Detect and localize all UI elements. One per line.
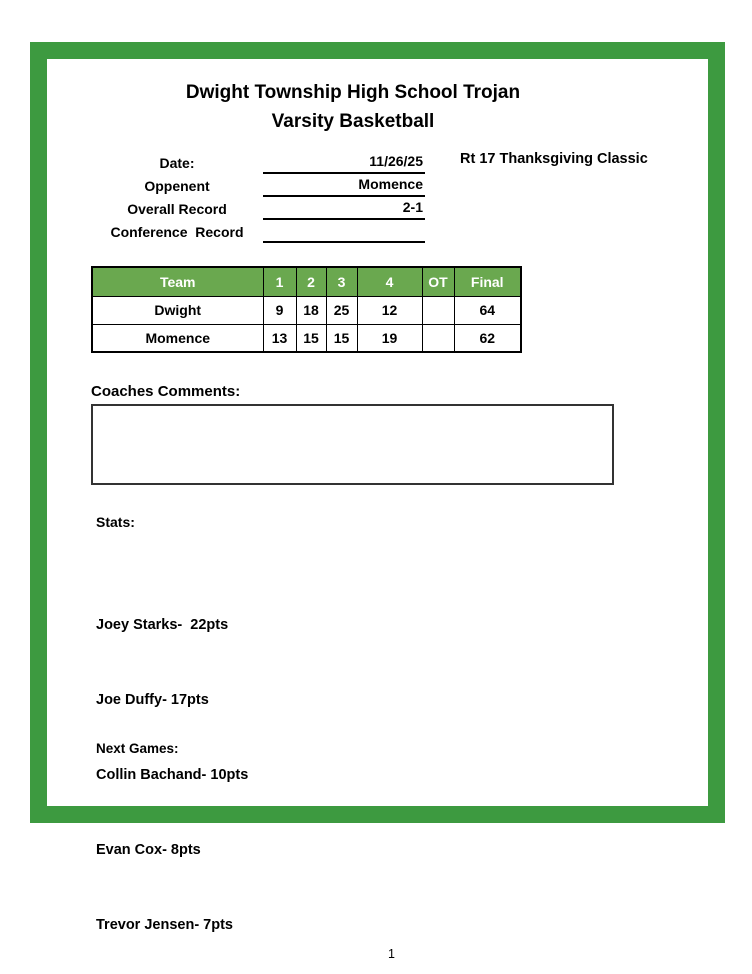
conference-record-label: Conference Record — [110, 224, 244, 240]
team-name-cell: Momence — [92, 324, 263, 352]
stats-heading: Stats: — [96, 514, 135, 530]
header-ot: OT — [422, 267, 454, 296]
q1-score-cell: 13 — [263, 324, 296, 352]
q3-score-cell: 25 — [326, 296, 357, 324]
player-stat-line: Evan Cox- 8pts — [96, 842, 201, 858]
conference-record-field[interactable] — [263, 241, 425, 243]
player-stat-line: Joey Starks- 22pts — [96, 617, 229, 633]
team-name-cell: Dwight — [92, 296, 263, 324]
final-score-cell: 64 — [454, 296, 521, 324]
info-row-date — [91, 150, 425, 174]
info-row-overall-record — [91, 196, 425, 220]
document-title — [91, 78, 615, 136]
date-field[interactable]: 11/26/25 — [263, 150, 425, 174]
q2-score-cell: 15 — [296, 324, 326, 352]
overall-record-label: Overall Record — [127, 201, 227, 217]
header-team: Team — [92, 267, 263, 296]
player-stat-line: Joe Duffy- 17pts — [96, 692, 209, 708]
overall-record-field[interactable]: 2-1 — [263, 196, 425, 220]
player-stat-line: Trevor Jensen- 7pts — [96, 917, 233, 933]
q4-score-cell: 19 — [357, 324, 422, 352]
q2-score-cell: 18 — [296, 296, 326, 324]
header-q1: 1 — [263, 267, 296, 296]
table-row-momence — [92, 324, 521, 352]
header-q4: 4 — [357, 267, 422, 296]
score-table-header-row — [92, 267, 521, 296]
q1-score-cell: 9 — [263, 296, 296, 324]
coaches-comments-heading: Coaches Comments: — [91, 383, 241, 400]
player-stats-list — [96, 563, 248, 963]
header-q3: 3 — [326, 267, 357, 296]
title-line-1: Dwight Township High School Trojan — [185, 82, 521, 103]
q4-score-cell: 12 — [357, 296, 422, 324]
q3-score-cell: 15 — [326, 324, 357, 352]
event-note: Rt 17 Thanksgiving Classic — [460, 151, 648, 167]
info-row-conference-record — [91, 219, 425, 243]
final-score-cell: 62 — [454, 324, 521, 352]
ot-score-cell — [422, 296, 454, 324]
title-line-2: Varsity Basketball — [271, 111, 435, 132]
opponent-field[interactable]: Momence — [263, 173, 425, 197]
table-row-dwight — [92, 296, 521, 324]
ot-score-cell — [422, 324, 454, 352]
next-games-heading: Next Games: — [96, 741, 179, 756]
header-final: Final — [454, 267, 521, 296]
coaches-comments-box[interactable] — [91, 404, 614, 485]
opponent-label: Oppenent — [144, 178, 210, 194]
page-number: 1 — [388, 947, 395, 961]
score-table — [91, 266, 522, 353]
player-stat-line: Collin Bachand- 10pts — [96, 767, 249, 783]
header-q2: 2 — [296, 267, 326, 296]
info-row-opponent — [91, 173, 425, 197]
date-label: Date: — [159, 155, 195, 171]
